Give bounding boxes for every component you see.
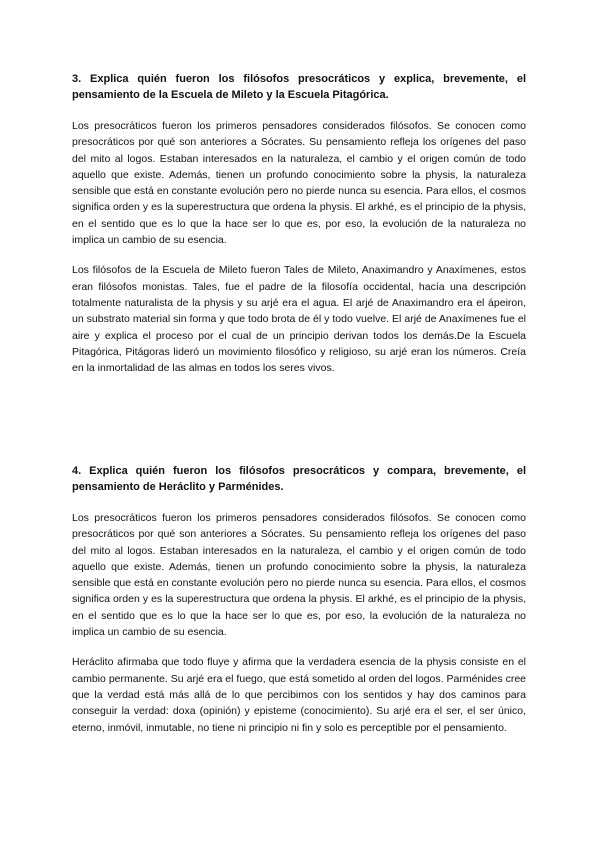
question-4-paragraph-1: Los presocráticos fueron los primeros pensadores considerados filósofos. Se conocen como presocráticos por qué son anteriores a Sócrates. Su pensamiento refleja los orígenes del paso del mito al logos. Estaban interesados en la naturaleza, el cambio y el origen común de todo aquello que existe. Además, tienen un profundo conocimiento sobre la physis, la naturaleza sensible que está en constante evolución pero no pierde nunca su esencia. Para ellos, el cosmos significa orden y es la superestructura que ordena la physis. El arkhé, es el principio de la physis, en el sentido que es lo que la hace ser lo que es, por eso, la evolución de la naturaleza no implica un cambio de su esencia. bbox=[72, 512, 526, 639]
question-4-section bbox=[72, 463, 526, 750]
question-3-title: 3. Explica quién fueron los filósofos presocráticos y explica, brevemente, el pensamiento de la Escuela de Mileto y la Escuela Pitagórica. bbox=[72, 73, 526, 101]
question-4-title: 4. Explica quién fueron los filósofos presocráticos y compara, brevemente, el pensamiento de Heráclito y Parménides. bbox=[72, 465, 526, 493]
question-4-paragraph-2: Heráclito afirmaba que todo fluye y afirma que la verdadera esencia de la physis consiste en el cambio permanente. Su arjé era el fuego, que está sometido al orden del logos. Parménides cree que la verdad está más allá de lo que percibimos con los sentidos y hay dos caminos para conseguir la verdad: doxa (opinión) y episteme (conocimiento). Su arjé era el ser, el ser único, eterno, inmóvil, inmutable, no tiene ni principio ni fin y solo es perceptible por el pensamiento. bbox=[72, 656, 526, 734]
question-3-paragraph-1: Los presocráticos fueron los primeros pensadores considerados filósofos. Se conocen como presocráticos por qué son anteriores a Sócrates. Su pensamiento refleja los orígenes del paso del mito al logos. Estaban interesados en la naturaleza, el cambio y el origen común de todo aquello que existe. Además, tienen un profundo conocimiento sobre la physis, la naturaleza sensible que está en constante evolución pero no pierde nunca su esencia. Para ellos, el cosmos significa orden y es la superestructura que ordena la physis. El arkhé, es el principio de la physis, en el sentido que es lo que la hace ser lo que es, por eso, la evolución de la naturaleza no implica un cambio de su esencia. bbox=[72, 120, 526, 247]
question-3-paragraph-2: Los filósofos de la Escuela de Mileto fueron Tales de Mileto, Anaximandro y Anaxímenes, estos eran filósofos monistas. Tales, fue el padre de la filosofía occidental, hacía una descripción totalmente naturalista de la physis y su arjé era el agua. El arjé de Anaximandro era el ápeiron, un substrato material sin forma y que todo brota de él y todo vuelve. El arjé de Anaxímenes fue el aire y explica el proceso por el cual de un principio derivan todos los demás.De la Escuela Pitagórica, Pitágoras lideró un movimiento filosófico y religioso, su arjé eran los números. Creía en la inmortalidad de las almas en todos los seres vivos. bbox=[72, 264, 526, 375]
question-3-section bbox=[72, 71, 526, 390]
